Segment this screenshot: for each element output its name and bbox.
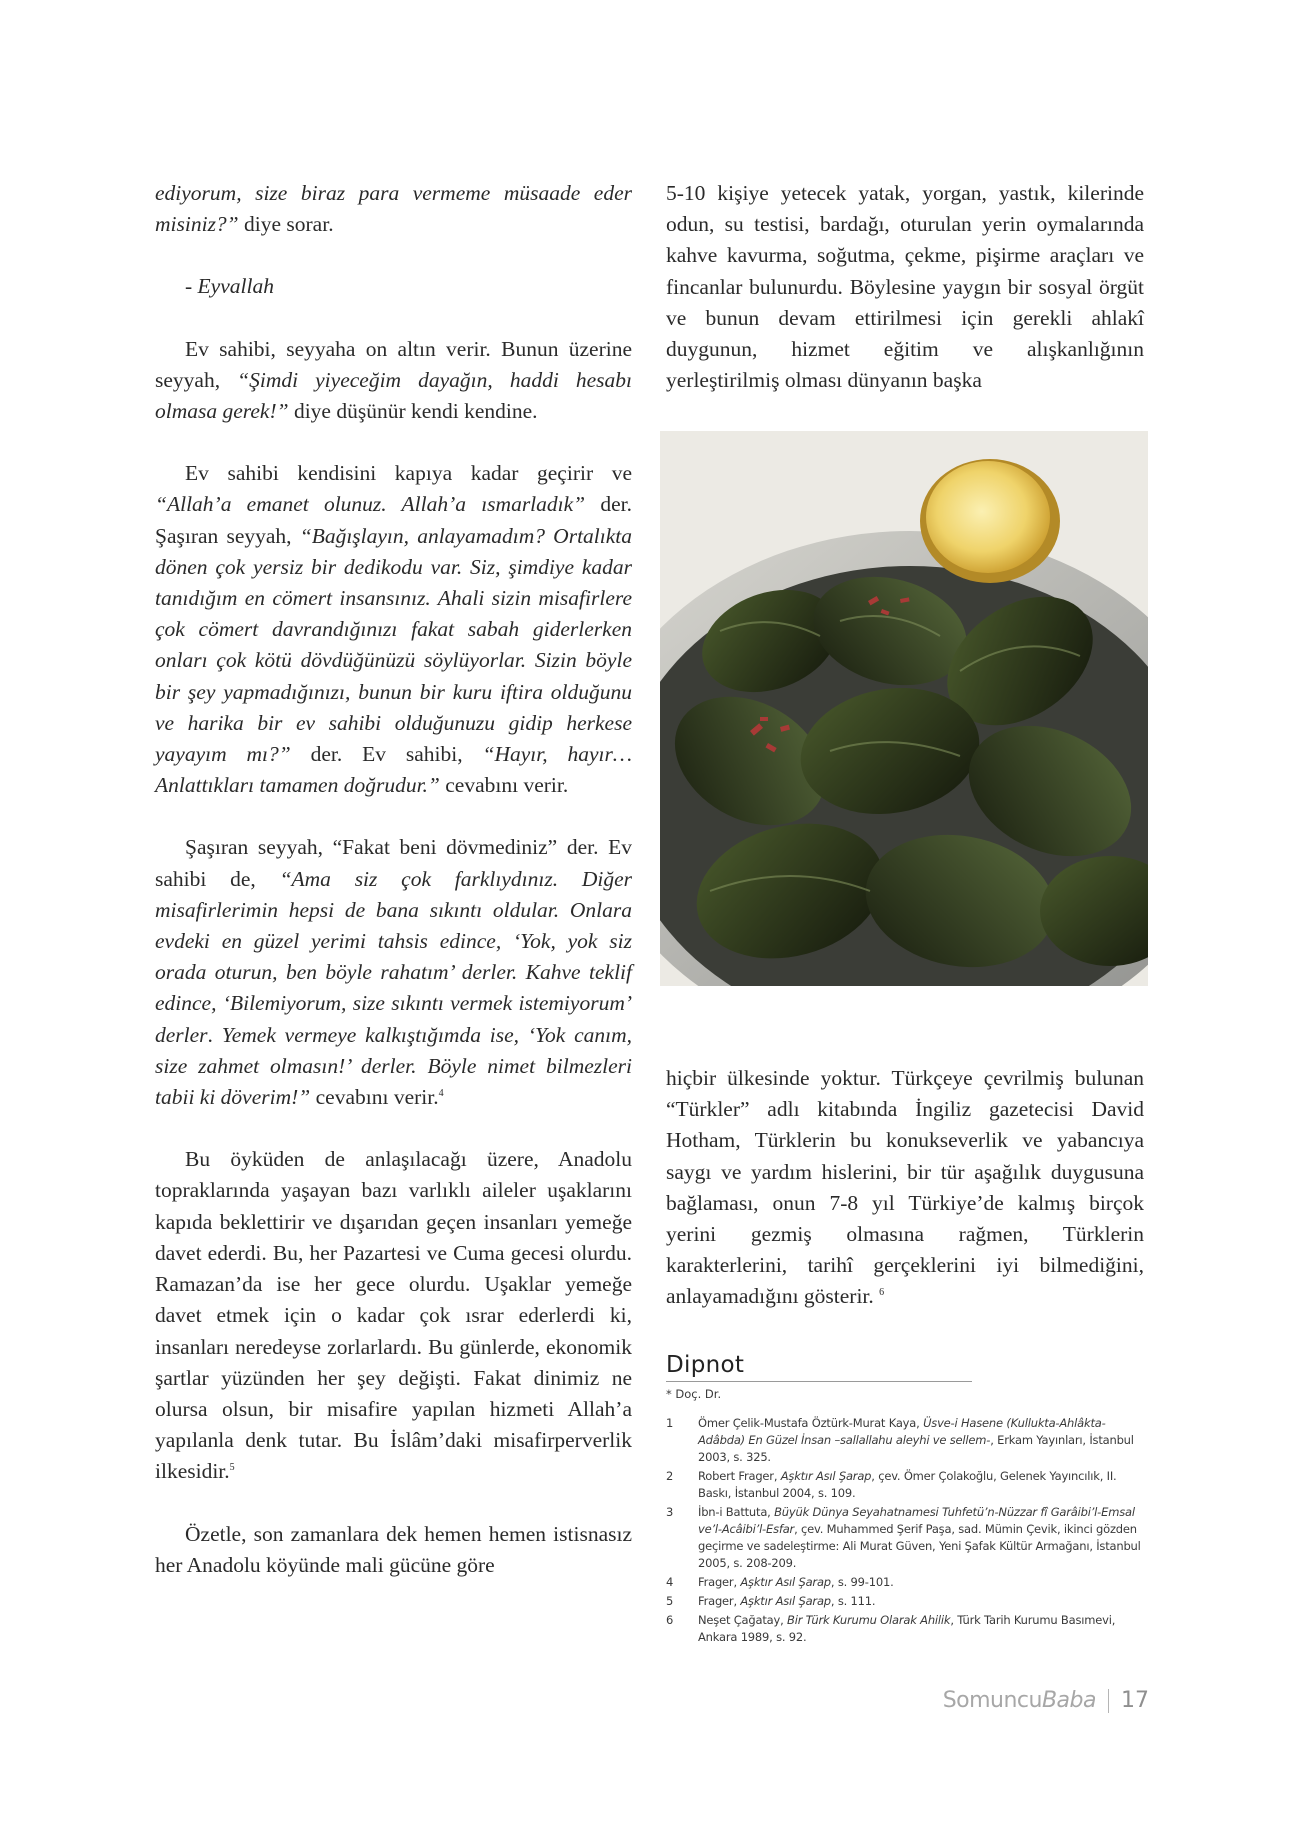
italic-text: Aşktır Asıl Şarap: [740, 1594, 831, 1608]
footnote-number: 3: [666, 1505, 674, 1519]
footer-divider: [1108, 1689, 1109, 1713]
text-run: diye sorar.: [238, 212, 334, 237]
right-top-paragraph: 5-10 kişiye yetecek yatak, yorgan, yastık, kilerinde odun, su testisi, bardağı, oturulan yerin oymalarında kahve kavurma, soğutma, çekme, pişirme araçları ve fincanlar bulunurdu. Böylesine yaygın bir sosyal örgüt ve bunun devam ettirilmesi için gerekli ahlakî duygunun, hizmet eğitim ve alışkanlığının yerleştirilmiş olması dünyanın başka: [666, 181, 1144, 393]
paragraph-gap: [155, 427, 632, 458]
page-number: 17: [1121, 1688, 1149, 1713]
italic-text: Üsve-i Hasene (Kullukta-Ahlâkta-Adâbda) En Güzel İnsan –sallallahu aleyhi ve sellem-: [698, 1416, 1106, 1447]
text-run: Robert Frager,: [698, 1469, 781, 1483]
footnote-number: 2: [666, 1469, 674, 1483]
paragraph: [155, 334, 632, 428]
footnote-ref: 5: [229, 1462, 235, 1474]
footnotes-title: Dipnot: [666, 1352, 972, 1382]
author-note: * Doç. Dr.: [666, 1387, 722, 1401]
footnote-text: [698, 1415, 1144, 1466]
italic-text: “Şimdi yiyeceğim dayağın, haddi hesabı olmasa gerek!”: [155, 367, 632, 424]
italic-text: “Hayır, hayır… Anlattıkları tamamen doğrudur.”: [155, 742, 632, 798]
text-run: , Erkam Yayınları, İstanbul 2003, s. 325.: [698, 1433, 1134, 1464]
text-run: Frager,: [698, 1575, 741, 1589]
footnote-number: 1: [666, 1416, 674, 1430]
text-run: cevabını verir.: [310, 1085, 439, 1110]
lemon-slice: [920, 459, 1060, 583]
text-run: Şaşıran seyyah, “Fakat beni dövmediniz” der. Ev sahibi de,: [155, 835, 632, 891]
footnote-text: [698, 1468, 1144, 1502]
text-run: Bu öyküden de anlaşılacağı üzere, Anadolu topraklarında yaşayan bazı varlıklı aileler uşaklarını kapıda beklettirir ve dışarıdan geçen insanları yemeğe davet ederdi. Bu, her Pazartesi ve Cuma gecesi olurdu. Ramazan’da ise her gece olurdu. Uşaklar yemeğe davet etmek için o kadar çok ısrar ederlerdi ki, insanları neredeyse zorlarlardı. Bu günlerde, ekonomik şartlar yüzünden her şey değişti. Fakat dinimiz ne olursa olsun, bir misafire yapılan hizmeti Allah’a yapılanla denk tutar. Bu İslâm’daki misafirperverlik ilkesidir.: [155, 1147, 632, 1484]
text-run: , s. 111.: [830, 1594, 876, 1608]
footnote-ref: 4: [438, 1087, 444, 1099]
italic-text: Yemek vermeye kalkıştığımda ise, ‘Yok canım, size zahmet olmasın!’ derler. Böyle nimet bilmezleri tabii ki döverim!”: [155, 1022, 632, 1110]
footnote-item: [666, 1504, 1144, 1572]
text-run: -: [185, 274, 198, 299]
text-run: , çev. Muhammed Şerif Paşa, sad. Mümin Çevik, ikinci gözden geçirme ve sadeleştirme: Ali Murat Güven, Yeni Şafak Kültür Armağanı, İstanbul 2005, s. 208-209.: [698, 1522, 1141, 1570]
italic-text: “Bağışlayın, anlayamadım? Ortalıkta dönen çok yersiz bir dedikodu var. Siz, şimdiye kadar tanıdığım en cömert insansınız. Ahali sizin misafirlere çok cömert davrandığınızı fakat sabah giderlerken onları çok kötü dövdüğünüzü söylüyorlar. Sizin böyle bir şey yapmadığınızı, bunun bir kuru iftira olduğunu ve harika bir ev sahibi olduğunuzu gidip herkese yayayım mı?”: [155, 523, 633, 767]
italic-text: Eyvallah: [197, 274, 274, 299]
footnote-list: [666, 1415, 1144, 1646]
paragraph: [155, 1519, 632, 1581]
paragraph: [155, 832, 632, 1113]
text-run: , s. 99-101.: [830, 1575, 894, 1589]
italic-text: “Allah’a emanet olunuz. Allah’a ısmarladık”: [155, 492, 586, 517]
right-column-top-text: [666, 178, 1144, 396]
text-run: diye düşünür kendi kendine.: [288, 399, 538, 424]
text-run: Frager,: [698, 1594, 741, 1608]
text-run: Neşet Çağatay,: [698, 1613, 788, 1627]
footnote-item: [666, 1468, 1144, 1502]
paragraph-gap: [155, 240, 632, 271]
brand-name-part1: Somuncu: [942, 1688, 1042, 1713]
footnote-number: 4: [666, 1575, 674, 1589]
text-run: Özetle, son zamanlara dek hemen hemen istisnasız her Anadolu köyünde mali gücüne göre: [155, 1521, 632, 1577]
page-footer: [943, 1688, 1149, 1713]
paragraph: [155, 458, 632, 801]
italic-text: Aşktır Asıl Şarap: [740, 1575, 831, 1589]
footnote-text: [698, 1612, 1144, 1646]
footnote-item: [666, 1574, 1144, 1591]
footnote-item: [666, 1612, 1144, 1646]
footnotes-section: [666, 1352, 1144, 1648]
dialog-line: [155, 271, 632, 302]
right-bottom-paragraph: [666, 1063, 1144, 1313]
stuffed-vine-leaves-photo: [660, 431, 1148, 986]
text-run: der. Şaşıran seyyah,: [155, 492, 632, 548]
footnote-text: [698, 1504, 1144, 1572]
footnote-ref: 6: [879, 1287, 885, 1299]
right-column-bottom-text: [666, 1063, 1144, 1313]
left-column-text: [155, 178, 632, 1581]
right-bottom-text: hiçbir ülkesinde yoktur. Türkçeye çevrilmiş bulunan “Türkler” adlı kitabında İngiliz gazetecisi David Hotham, Türklerin bu konukseverlik ve yabancıya saygı ve yardım hislerini, bir tür aşağılık duygusuna bağlaması, onun 7-8 yıl Türkiye’de kalmış birçok yerini gezmiş olmasına rağmen, Türklerin karakterlerini, tarihî gerçeklerini iyi bilmediğini, anlayamadığını gösterir.: [666, 1066, 1144, 1309]
italic-text: Büyük Dünya Seyahatnamesi Tuhfetü’n-Nüzzar fî Garâibi’l-Emsal ve’l-Acâibi’l-Esfar: [698, 1505, 1135, 1536]
italic-text: ediyorum, size biraz para vermeme müsaade eder misiniz?”: [155, 181, 632, 237]
footnote-text: [698, 1574, 1144, 1591]
paragraph-gap: [155, 1113, 632, 1144]
paragraph: [155, 1144, 632, 1487]
footnote-item: [666, 1593, 1144, 1610]
footnote-number: 5: [666, 1594, 674, 1608]
text-run: Ev sahibi, seyyaha on altın verir. Bunun üzerine seyyah,: [155, 336, 632, 392]
paragraph-gap: [155, 801, 632, 832]
paragraph: [155, 178, 632, 240]
brand-name-part2: Baba: [1041, 1688, 1096, 1713]
footnote-item: [666, 1415, 1144, 1466]
paragraph-gap: [155, 1488, 632, 1519]
text-run: Ömer Çelik-Mustafa Öztürk-Murat Kaya,: [698, 1416, 924, 1430]
text-run: der. Ev sahibi,: [290, 742, 483, 767]
text-run: İbn-i Battuta,: [698, 1505, 775, 1519]
footnote-text: [698, 1593, 1144, 1610]
italic-text: Aşktır Asıl Şarap: [780, 1469, 872, 1483]
paragraph-gap: [155, 303, 632, 334]
text-run: , çev. Ömer Çolakoğlu, Gelenek Yayıncılık, II. Baskı, İstanbul 2004, s. 109.: [698, 1469, 1117, 1500]
text-run: Ev sahibi kendisini kapıya kadar geçirir ve: [185, 461, 632, 486]
text-run: cevabını verir.: [439, 773, 569, 798]
text-run: , Türk Tarih Kurumu Basımevi, Ankara 1989, s. 92.: [698, 1613, 1116, 1644]
italic-text: Bir Türk Kurumu Olarak Ahilik: [787, 1613, 951, 1627]
footnote-number: 6: [666, 1613, 674, 1627]
text-run: .: [207, 1022, 222, 1047]
italic-text: “Ama siz çok farklıydınız. Diğer misafirlerimin hepsi de bana sıkıntı oldular. Onlara evdeki en güzel yerimi tahsis edince, ‘Yok, yok siz orada oturun, ben böyle rahatım’ derler. Kahve teklif edince, ‘Bilemiyorum, size sıkıntı vermek istemiyorum’ derler: [155, 866, 632, 1047]
